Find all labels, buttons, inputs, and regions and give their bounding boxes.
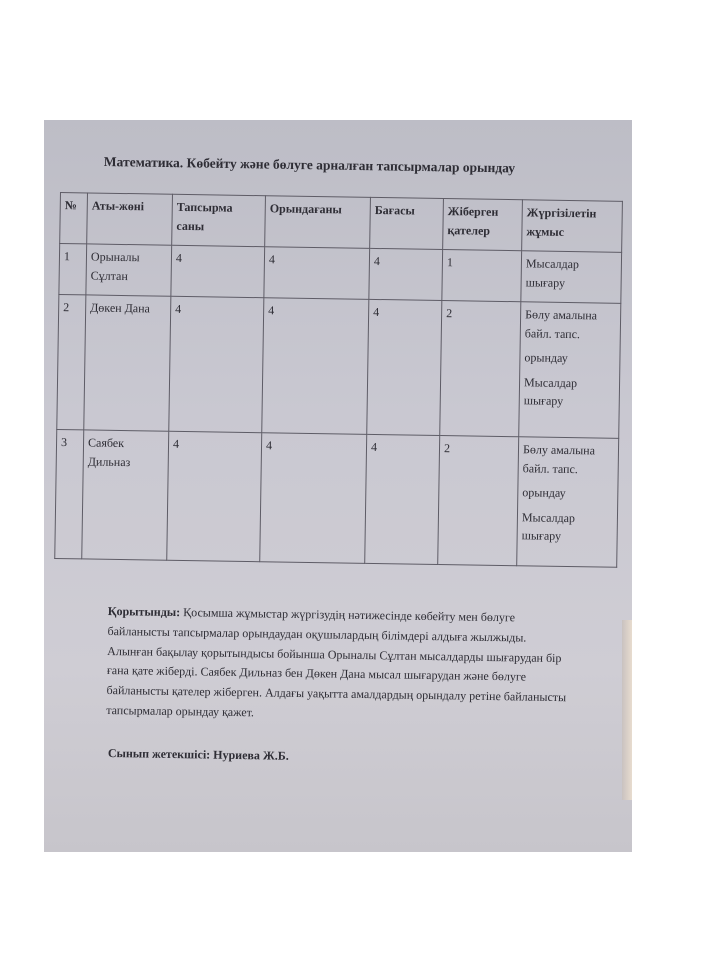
cell-task-count: 4 bbox=[171, 245, 265, 297]
work-line: Бөлу амалына байл. тапс. bbox=[524, 307, 598, 341]
cell-name: Саябек Дильназ bbox=[82, 430, 169, 560]
photo-edge-shadow bbox=[622, 620, 632, 800]
work-line: орындау bbox=[522, 485, 566, 501]
conclusion-label: Қорытынды: bbox=[107, 603, 181, 620]
cell-number: 2 bbox=[57, 294, 86, 429]
cell-completed: 4 bbox=[264, 247, 370, 300]
conclusion-paragraph bbox=[106, 602, 568, 728]
conclusion-text: Қосымша жұмыстар жүргізудің нәтижесінде көбейту мен бөлуге байланысты тапсырмалар орындаудан оқушылардың білімдері алдыға жылжыды. Алынған бақылау қорытындысы бойынша Орыналы Сұлтан мысалдарды шығарудан бір ғана қате жіберді. Саябек Дильназ бен Дөкен Дана мысал шығарудан және бөлуге байланысты қателер жіберген. Алдағы уақытта амалдардың орындалу ретіне байланысты тапсырмалар орындау қажет. bbox=[106, 605, 567, 720]
cell-errors: 1 bbox=[442, 250, 522, 302]
cell-number: 3 bbox=[55, 429, 84, 558]
work-line: Мысалдар шығару bbox=[525, 256, 580, 290]
table-row bbox=[59, 244, 622, 304]
cell-work bbox=[519, 302, 621, 439]
cell-grade: 4 bbox=[369, 248, 443, 300]
cell-name: Орыналы Сұлтан bbox=[86, 244, 172, 296]
header-task-count: Тапсырма саны bbox=[172, 194, 266, 246]
table-row bbox=[55, 429, 619, 567]
header-number: № bbox=[60, 193, 88, 244]
cell-task-count: 4 bbox=[167, 431, 262, 561]
cell-task-count: 4 bbox=[169, 296, 264, 432]
results-table bbox=[54, 192, 623, 568]
document-page bbox=[60, 130, 620, 840]
cell-work bbox=[521, 251, 622, 304]
cell-grade: 4 bbox=[365, 434, 440, 564]
signature-line: Сынып жетекшісі: Нуриева Ж.Б. bbox=[107, 746, 289, 763]
table-row bbox=[57, 294, 621, 438]
table-header-row bbox=[60, 193, 623, 253]
header-work: Жүргізілетін жұмыс bbox=[522, 200, 623, 253]
cell-errors: 2 bbox=[438, 435, 519, 565]
document-title: Математика. Көбейту және бөлуге арналған тапсырмалар орындау bbox=[103, 154, 516, 176]
cell-number: 1 bbox=[59, 244, 87, 295]
header-name: Аты-жөні bbox=[87, 193, 173, 245]
cell-name: Дөкен Дана bbox=[84, 295, 171, 431]
work-line: Мысалдар шығару bbox=[521, 510, 576, 544]
work-line: Бөлу амалына байл. тапс. bbox=[522, 442, 596, 476]
work-line: Мысалдар шығару bbox=[523, 375, 578, 409]
header-completed: Орындағаны bbox=[265, 196, 371, 249]
cell-completed: 4 bbox=[262, 298, 369, 435]
header-errors: Жіберген қателер bbox=[443, 199, 523, 251]
cell-completed: 4 bbox=[260, 433, 367, 564]
header-grade: Бағасы bbox=[370, 197, 444, 249]
cell-grade: 4 bbox=[367, 299, 442, 435]
cell-errors: 2 bbox=[440, 301, 521, 437]
work-line: орындау bbox=[524, 350, 568, 366]
cell-work bbox=[517, 437, 619, 568]
